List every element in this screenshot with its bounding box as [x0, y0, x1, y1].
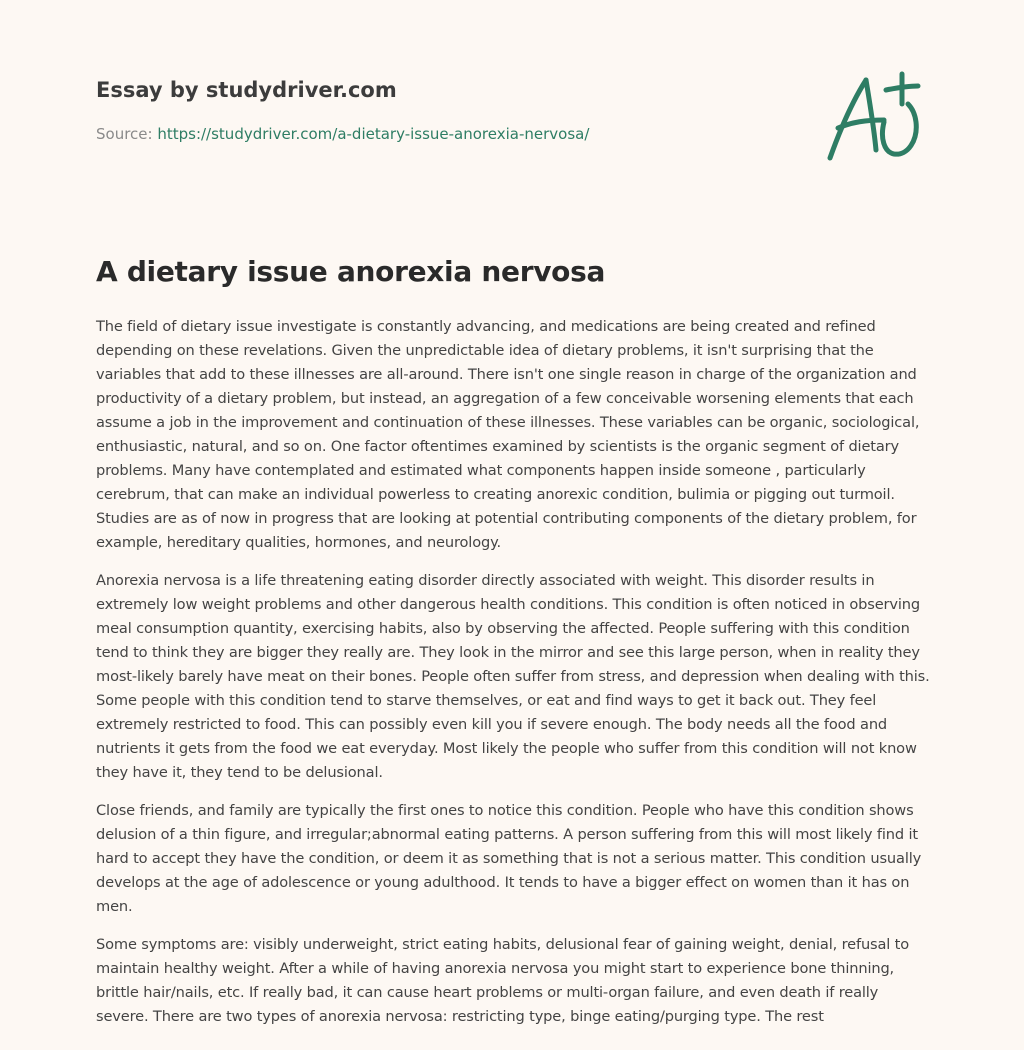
a-plus-logo-icon: [818, 64, 930, 166]
essay-header: [96, 76, 696, 144]
source-link[interactable]: https://studydriver.com/a-dietary-issue-anorexia-nervosa/: [157, 125, 590, 143]
paragraph: Some symptoms are: visibly underweight, strict eating habits, delusional fear of gaining weight, denial, refusal to maintain healthy weight. After a while of having anorexia nervosa you might start to experience bone thinning, brittle hair/nails, etc. If really bad, it can cause heart problems or multi-organ failure, and even death if really severe. There are two types of anorexia nervosa: restricting type, binge eating/purging type. The rest: [96, 936, 910, 1025]
source-label: Source:: [96, 125, 158, 143]
article-title: A dietary issue anorexia nervosa: [96, 255, 606, 288]
paragraph: Close friends, and family are typically the first ones to notice this condition. People who have this condition shows delusion of a thin figure, and irregular;abnormal eating patterns. A person suffering from this will most likely find it hard to accept they have the condition, or deem it as something that is not a serious matter. This condition usually develops at the age of adolescence or young adulthood. It tends to have a bigger effect on women than it has on men.: [96, 802, 922, 915]
article-body: [96, 315, 934, 1043]
brand-title: Essay by studydriver.com: [96, 78, 397, 102]
source-line: [96, 124, 696, 144]
paragraph: Anorexia nervosa is a life threatening eating disorder directly associated with weight. This disorder results in extremely low weight problems and other dangerous health conditions. This condition is often noticed in observing meal consumption quantity, exercising habits, also by observing the affected. People suffering with this condition tend to think they are bigger they really are. They look in the mirror and see this large person, when in reality they most-likely barely have meat on their bones. People often suffer from stress, and depression when dealing with this. Some people with this condition tend to starve themselves, or eat and find ways to get it back out. They feel extremely restricted to food. This can possibly even kill you if severe enough. The body needs all the food and nutrients it gets from the food we eat everyday. Most likely the people who suffer from this condition will not know they have it, they tend to be delusional.: [96, 572, 930, 781]
paragraph: The field of dietary issue investigate is constantly advancing, and medications are being created and refined depending on these revelations. Given the unpredictable idea of dietary problems, it isn't surprising that the variables that add to these illnesses are all-around. There isn't one single reason in charge of the organization and productivity of a dietary problem, but instead, an aggregation of a few conceivable worsening elements that each assume a job in the improvement and continuation of these illnesses. These variables can be organic, sociological, enthusiastic, natural, and so on. One factor oftentimes examined by scientists is the organic segment of dietary problems. Many have contemplated and estimated what components happen inside someone , particularly cerebrum, that can make an individual powerless to creating anorexic condition, bulimia or pigging out turmoil. Studies are as of now in progress that are looking at potential contributing components of the dietary problem, for example, hereditary qualities, hormones, and neurology.: [96, 318, 920, 551]
